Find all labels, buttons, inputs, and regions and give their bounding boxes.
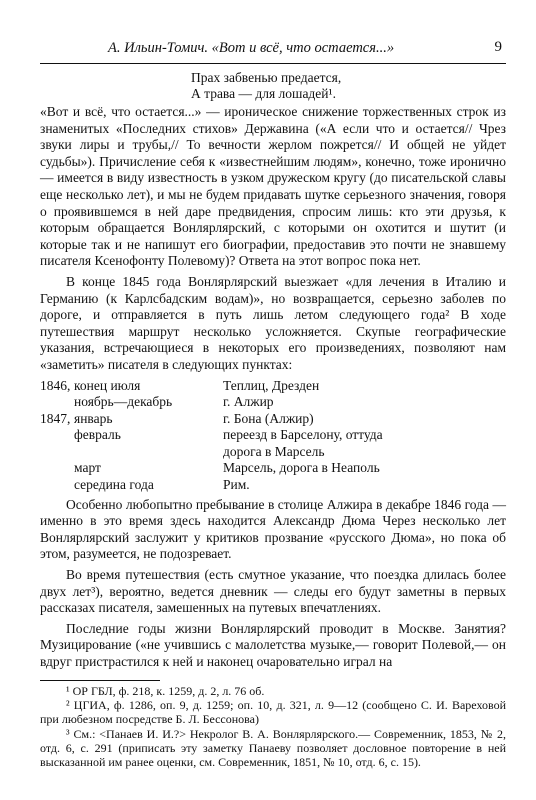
itinerary-place: дорога в Марсель [223, 443, 325, 459]
itinerary-year: 1846, [40, 377, 71, 393]
itinerary-period: январь [74, 410, 113, 426]
itinerary-period: конец июля [74, 377, 141, 393]
itinerary-period: март [74, 460, 101, 476]
paragraph: Во время путешествия (есть смутное указание, что поездка длилась более двух лет³), вероятно, ведется дневник — следы его будут заметны в первых рассказах писателя, замешенных на путевых впечатлениях. [40, 567, 506, 616]
main-text [40, 104, 506, 675]
itinerary-period: середина года [74, 477, 154, 493]
epigraph-line: А трава — для лошадей¹. [191, 86, 336, 101]
footnote: ³ См.: <Панаев И. И.?> Некролог В. А. Вонлярлярского.— Современник, 1853, № 2, отд. 6, с. 291 (приписать эту заметку Панаеву позволяет дословное повторение в ней высказанной им ранее оценки, см. Современник, 1851, № 10, отд. 6, с. 15). [40, 726, 506, 770]
paragraph: Особенно любопытно пребывание в столице Алжира в декабре 1846 года — именно в это время здесь находится Александр Дюма Через несколько лет Вонлярлярский заслужит у критиков прозвание «русского Дюма», но пока об этом, разумеется, не подозревает. [40, 496, 506, 562]
itinerary-period: февраль [74, 427, 121, 443]
itinerary-list [40, 378, 506, 494]
page-number: 9 [494, 39, 502, 55]
paragraph: В конце 1845 года Вонлярлярский выезжает «для лечения в Италию и Германию (к Карлсбадским водам)», но возвращается, серьезно заболев по дороге, и отправляется в путь лишь летом следующего года² В ходе путешествия маршрут несколько усложняется. Скупые географические указания, встречающиеся в некоторых его произведениях, позволяют нам «заметить» писателя в следующих пунктах: [40, 273, 506, 372]
page-header [40, 38, 506, 58]
itinerary-year: 1847, [40, 410, 71, 426]
itinerary-row [40, 378, 506, 395]
itinerary-place: г. Бона (Алжир) [223, 410, 314, 426]
itinerary-row [40, 411, 506, 428]
itinerary-row [40, 460, 506, 477]
paragraph: «Вот и всё, что остается...» — ироническое снижение торжественных строк из знаменитых «Последних стихов» Державина («А если что и остается// Чрез звуки лиры и трубы,// То вечности жерлом пожрется// И общей не уйдет судьбы»). Причисление себя к «известнейшим людям», конечно, тоже иронично — имеется в виду известность в узком дружеском кругу (до писательской славы еще несколько лет), и мы не будем придавать шутке серьезного значения, говоря о проявившемся в ней даре предвидения, спросим лишь: кто эти друзья, к которым обращается Вонлярлярский, с которыми он охотится и шутит (и которые так и не напишут его биографии, предоставив это почти не знавшему писателя Ксенофонту Полевому)? Ответа на этот вопрос пока нет. [40, 104, 506, 269]
itinerary-period: ноябрь—декабрь [74, 394, 173, 410]
epigraph-line: Прах забвенью предается, [191, 70, 342, 85]
itinerary-place: Рим. [223, 477, 250, 493]
footnotes [40, 684, 506, 769]
itinerary-place: Теплиц, Дрезден [223, 377, 320, 393]
itinerary-row [40, 477, 506, 494]
footnote-rule [40, 680, 160, 681]
itinerary-place: переезд в Барселону, оттуда [223, 427, 383, 443]
itinerary-place: г. Алжир [223, 394, 274, 410]
running-title: А. Ильин-Томич. «Вот и всё, что остается...» [108, 40, 395, 56]
itinerary-row [40, 427, 506, 444]
footnote: ¹ ОР ГБЛ, ф. 218, к. 1259, д. 2, л. 76 об. [66, 684, 265, 698]
paragraph: Последние годы жизни Вонлярлярский проводит в Москве. Занятия? Музицирование («не учившись с малолетства музыке,— говорит Полевой,— он вдруг пристрастился к ней и наконец очаровательно играл на [40, 620, 506, 669]
itinerary-place: Марсель, дорога в Неаполь [223, 460, 380, 476]
header-rule [40, 63, 506, 64]
footnote: ² ЦГИА, ф. 1286, оп. 9, д. 1259; оп. 10, д. 321, л. 9—12 (сообщено С. И. Вареховой при любезном посредстве Б. Л. Бессонова) [40, 698, 506, 727]
itinerary-row [40, 444, 506, 461]
epigraph [191, 70, 341, 102]
itinerary-row [40, 394, 506, 411]
